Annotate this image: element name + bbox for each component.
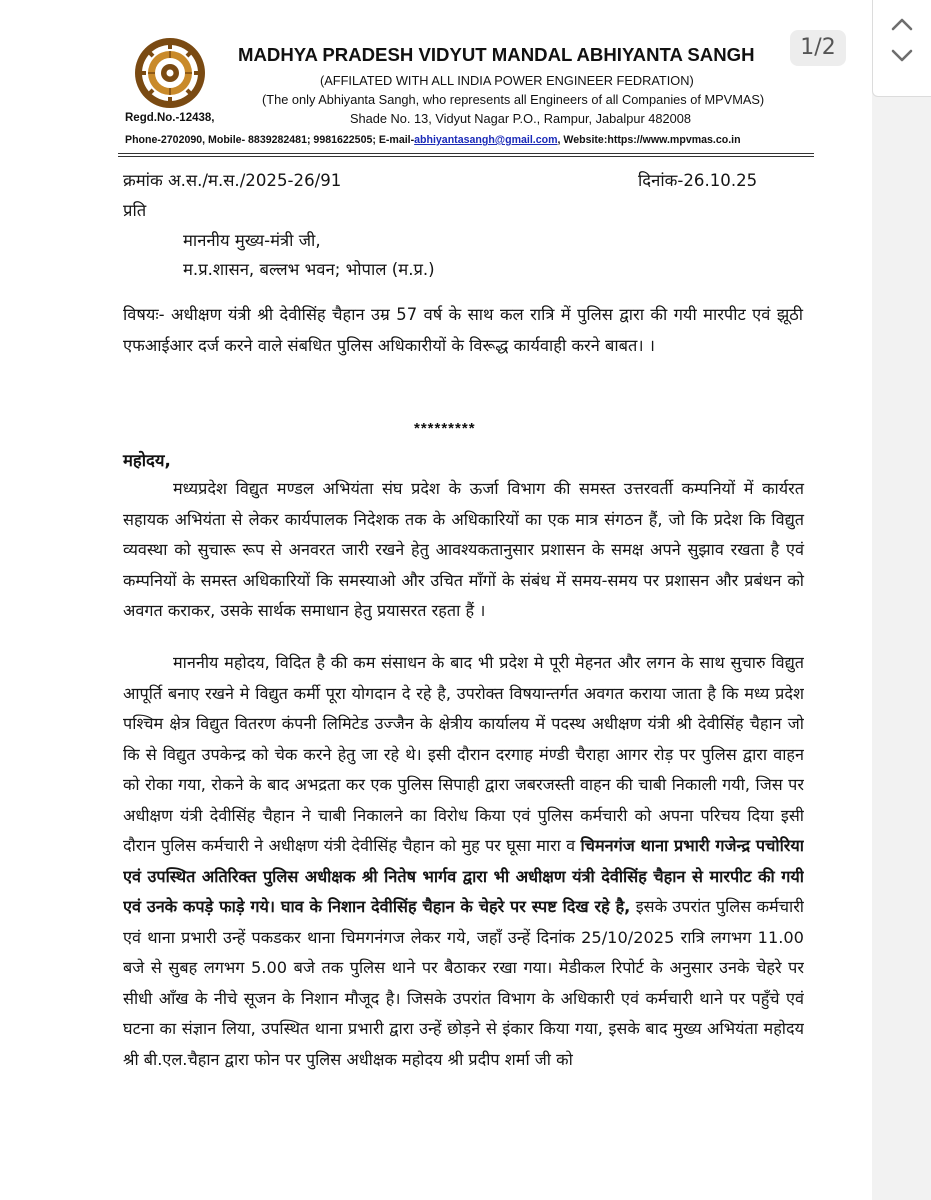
chevron-up-icon[interactable] [889,14,915,34]
chevron-down-icon[interactable] [889,46,915,66]
body-paragraph-1: मध्यप्रदेश विद्युत मण्डल अभियंता संघ प्रदेश के ऊर्जा विभाग की समस्त उत्तरवर्ती कम्पनियों में कार्यरत सहायक अभियंता से लेकर कार्यपालक निदेशक तक के अधिकारियों का एक मात्र संगठन हैं, जो कि प्रदेश कि विद्युत व्यवस्था को सुचारू रूप से अनवरत जारी रखने हेतु आवश्यकतानुसार प्रशासन के समक्ष अपने सुझाव रखता है एवं कम्पनियों के समस्त अधिकारियों कि समस्याओ और उचित माँगों के संबंध में समय-समय पर प्रशासन और प्रबंधन को अवगत कराकर, उसके सार्थक समाधान हेतु प्रयासरत रहता हैं । [123,479,804,620]
paragraph-2-continued: इसके उपरांत पुलिस कर्मचारी एवं थाना प्रभारी उन्हें पकडकर थाना चिमगनंगज लेकर गये, जहाँ उन्हें दिनांक 25/10/2025 रात्रि लगभग 11.00 बजे से सुबह लगभग 5.00 बजे तक पुलिस थाने पर बैठाकर रखा गया। मेडीकल रिपोर्ट के अनुसार उनके चेहरे पर सीधी आँख के नीचे सूजन के निशान मौजूद है। जिसके उपरांत विभाग के अधिकारी एवं कर्मचारी थाने पर पहुँचे एवं घटना का संज्ञान लिया, उपस्थित थाना प्रभारी द्वारा उन्हें छोड़ने से इंकार किया गया, इसके बाद मुख्य अभियंता महोदय श्री बी.एल.चैहान द्वारा फोन पर पुलिस अधीक्षक महोदय श्री प्रदीप शर्मा जी को [123,897,804,1069]
letter-subject: विषयः- अधीक्षण यंत्री श्री देवीसिंह चैहान उम्र 57 वर्ष के साथ कल रात्रि में पुलिस द्वारा की गयी मारपीट एवं झूठी एफआईआर दर्ज करने वाले संबधित पुलिस अधिकारीयों के विरूद्ध कार्यवाही करने बाबत। । [123,305,803,355]
to-label: प्रति [123,201,147,220]
union-emblem-icon [133,36,207,110]
letter-date: दिनांक-26.10.25 [638,171,758,190]
org-name: MADHYA PRADESH VIDYUT MANDAL ABHIYANTA SANGH [238,44,755,65]
contact-website: , Website:https://www.mpvmas.co.in [557,134,741,146]
page-indicator: 1/2 [790,30,846,66]
paragraph-2-text: माननीय महोदय, विदित है की कम संसाधन के बाद भी प्रदेश मे पूरी मेहनत और लगन के साथ सुचारु विद्युत आपूर्ति बनाए रखने मे विद्युत कर्मी पूरा योगदान दे रहे है, उपरोक्त विषयान्तर्गत अवगत कराया जाता है कि मध्य प्रदेश पश्चिम क्षेत्र विद्युत वितरण कंपनी लिमिटेड उज्जैन के क्षेत्रीय कार्यालय में पदस्थ अधीक्षण यंत्री श्री देवीसिंह चैहान जो कि से विद्युत उपकेन्द्र को चेक करने हेतु जा रहे थे। इसी दौरान दरगाह मंण्डी चैराहा आगर रोड़ पर पुलिस द्वारा वाहन को रोका गया, रोकने के बाद अभद्रता कर एक पुलिस सिपाही द्वारा जबरजस्ती वाहन की चाबी निकाली गयी, जिस पर अधीक्षण यंत्री देवीसिंह चैहान ने चाबी निकालने का विरोध किया एवं पुलिस कर्मचारी को अपना परिचय दिया इसी दौरान पुलिस कर्मचारी ने अधीक्षण यंत्री देवीसिंह चैहान को मुह पर घूसा मारा व [123,653,804,855]
separator: ********* [414,420,476,437]
affiliation-line: (AFFILATED WITH ALL INDIA POWER ENGINEER FEDRATION) [320,73,694,88]
email-link[interactable]: abhiyantasangh@gmail.com [414,134,558,146]
paragraph-2-emphasis: चिमनगंज थाना प्रभारी गजेन्द्र पचोरिया एवं उपस्थित अतिरिक्त पुलिस अधीक्षक श्री नितेष भार्गव द्वारा भी अधीक्षण यंत्री देवीसिंह चैहान से मारपीट की गयी एवं उनके कपड़े फाड़े गये। घाव के निशान देवीसिंह चैहान के चेहरे पर स्पष्ट दिख रहे है, [123,836,804,916]
page-navigation [872,0,931,97]
tagline: (The only Abhiyanta Sangh, who represents all Engineers of all Companies of MPVMAS) [262,92,765,107]
body-paragraph-2 [123,648,804,1168]
registration-number: Regd.No.-12438, [125,112,215,124]
salutation: महोदय, [123,451,171,470]
header-divider [118,156,814,157]
recipient-line-1: माननीय मुख्य-मंत्री जी, [183,231,321,250]
header-divider [118,153,814,154]
contact-line [125,134,741,146]
reference-number: क्रमांक अ.स./म.स./2025-26/91 [123,171,342,190]
recipient-line-2: म.प्र.शासन, बल्लभ भवन; भोपाल (म.प्र.) [183,260,435,279]
contact-phones: Phone-2702090, Mobile- 8839282481; 9981622505; E-mail- [125,134,415,146]
address-line: Shade No. 13, Vidyut Nagar P.O., Rampur, Jabalpur 482008 [350,111,691,126]
